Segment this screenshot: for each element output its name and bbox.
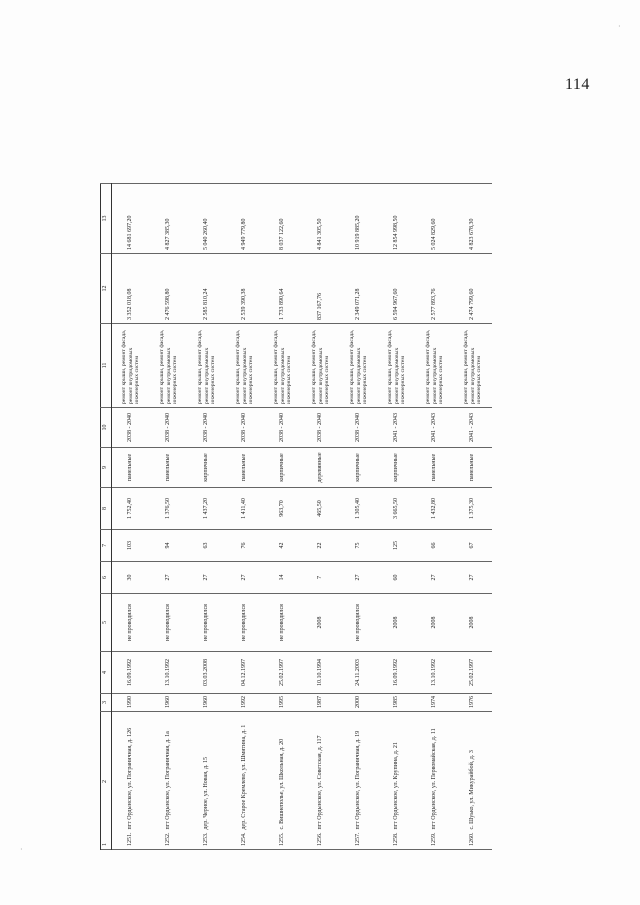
works-cell: ремонт крыши, ремонт фасада, ремонт внутридомовых инженерных систем [454,324,492,408]
column-header: 10 [101,408,112,448]
period-cell: 2038 - 2040 [226,408,264,448]
cost-cell: 6 594 967,60 [378,254,416,324]
works-cell: ремонт крыши, ремонт фасада, ремонт внутридомовых инженерных систем [378,324,416,408]
table-header-row [101,90,112,850]
c7-cell: 42 [264,530,302,562]
year-cell: 1976 [454,694,492,712]
address-text: пгт Ордынское, ул. Пограничная, д. 19 [355,730,362,830]
cost-cell: 1 733 890,64 [264,254,302,324]
date-cell: 13.10.1992 [416,652,454,694]
type-cell: панельные [226,448,264,488]
cost-cell: 2 349 071,28 [340,254,378,324]
table-row [378,90,416,850]
column-header: 8 [101,488,112,530]
row-number: 1258. [393,832,400,846]
address-text: с. Вишнеполье, ул. Школьная, д. 20 [279,738,286,830]
total-cell: 14 681 697,20 [112,184,151,254]
scan-speck: · [20,845,23,854]
works-cell: ремонт крыши, ремонт фасада, ремонт внутридомовых инженерных систем [150,324,188,408]
period-cell: 2038 - 2040 [188,408,226,448]
cost-cell: 2 577 893,76 [416,254,454,324]
period-cell: 2038 - 2040 [264,408,302,448]
cost-cell: 2 476 598,80 [150,254,188,324]
column-header: 6 [101,562,112,594]
period-cell: 2038 - 2040 [150,408,188,448]
area-cell: 1 376,50 [150,488,188,530]
repair-cell: не проводился [150,594,188,652]
repair-cell: 2008 [454,594,492,652]
repair-cell: 2008 [416,594,454,652]
row-number: 1257. [355,832,362,846]
table-row [188,90,226,850]
area-cell: 465,50 [302,488,340,530]
row-number: 1252. [165,832,172,846]
total-cell: 4 823 678,30 [454,184,492,254]
date-cell: 25.02.1997 [264,652,302,694]
area-cell: 1 411,40 [226,488,264,530]
repair-cell: 2008 [302,594,340,652]
date-cell: 16.09.1992 [112,652,151,694]
repair-cell: не проводился [112,594,151,652]
total-cell: 12 854 998,50 [378,184,416,254]
column-header: 13 [101,184,112,254]
c6-cell: 14 [264,562,302,594]
page-number: 114 [565,76,590,93]
column-header: 3 [101,694,112,712]
year-cell: 1960 [150,694,188,712]
c6-cell: 7 [302,562,340,594]
date-cell: 13.10.1992 [150,652,188,694]
type-cell: кирпичные [340,448,378,488]
table-row [226,90,264,850]
table-row [302,90,340,850]
date-cell: 16.09.1992 [378,652,416,694]
table-row [264,90,302,850]
repair-cell: не проводился [226,594,264,652]
c6-cell: 27 [340,562,378,594]
row-number: 1254. [241,832,248,846]
c7-cell: 75 [340,530,378,562]
table-row [150,90,188,850]
c7-cell: 76 [226,530,264,562]
type-cell: кирпичные [378,448,416,488]
total-cell: 8 037 122,60 [264,184,302,254]
area-cell: 1 432,80 [416,488,454,530]
column-header: 5 [101,594,112,652]
area-cell: 1 305,40 [340,488,378,530]
row-number: 1260. [469,832,476,846]
total-cell: 4 949 779,80 [226,184,264,254]
address-text: дер. Черное, ул. Новая, д. 15 [203,756,210,830]
column-header: 7 [101,530,112,562]
area-cell: 3 665,50 [378,488,416,530]
c6-cell: 30 [112,562,151,594]
row-number: 1251. [127,832,134,846]
c6-cell: 27 [454,562,492,594]
address-cell [416,712,454,850]
table-row [454,90,492,850]
table-row [340,90,378,850]
type-cell: деревянные [302,448,340,488]
type-cell: кирпичные [188,448,226,488]
period-cell: 2041 - 2043 [378,408,416,448]
year-cell: 1992 [226,694,264,712]
type-cell: панельные [454,448,492,488]
area-cell: 1 375,30 [454,488,492,530]
repair-cell: не проводился [264,594,302,652]
year-cell: 1990 [112,694,151,712]
total-cell: 5 024 829,60 [416,184,454,254]
address-cell [340,712,378,850]
works-cell: ремонт крыши, ремонт фасада, ремонт внутридомовых инженерных систем [264,324,302,408]
total-cell: 4 827 385,30 [150,184,188,254]
repair-cell: не проводился [188,594,226,652]
area-cell: 1 752,40 [112,488,151,530]
address-text: пгт Ордынское, ул. Пограничная, д. 1а [165,731,172,830]
address-cell [112,712,151,850]
table-row [112,90,151,850]
date-cell: 03.03.2008 [188,652,226,694]
column-header: 9 [101,448,112,488]
column-header [101,712,112,850]
date-cell: 25.02.1997 [454,652,492,694]
c7-cell: 94 [150,530,188,562]
year-cell: 1985 [378,694,416,712]
date-cell: 24.11.2003 [340,652,378,694]
period-cell: 2041 - 2043 [454,408,492,448]
c7-cell: 63 [188,530,226,562]
column-header: 12 [101,254,112,324]
address-cell [378,712,416,850]
address-text: дер. Старое Кремлево, ул. Шмитина, д. 1 [241,724,248,830]
column-header-number: 1 [102,843,109,846]
total-cell: 10 919 885,20 [340,184,378,254]
works-cell: ремонт крыши, ремонт фасада, ремонт внутридомовых инженерных систем [226,324,264,408]
repair-cell: не проводился [340,594,378,652]
row-number: 1253. [203,832,210,846]
type-cell: панельные [416,448,454,488]
year-cell: 2000 [340,694,378,712]
works-cell: ремонт крыши, ремонт фасада, ремонт внутридомовых инженерных систем [302,324,340,408]
works-cell: ремонт крыши, ремонт фасада, ремонт внутридомовых инженерных систем [188,324,226,408]
total-cell: 5 040 260,40 [188,184,226,254]
table-body [112,90,493,850]
column-header-number: 2 [102,780,109,783]
type-cell: панельные [150,448,188,488]
c7-cell: 67 [454,530,492,562]
date-cell: 10.10.1994 [302,652,340,694]
period-cell: 2041 - 2043 [416,408,454,448]
row-number: 1259. [431,832,438,846]
type-cell: кирпичные [264,448,302,488]
total-cell: 4 841 305,50 [302,184,340,254]
row-number: 1255. [279,832,286,846]
address-cell [188,712,226,850]
rotated-table-wrapper [100,90,560,850]
column-header: 11 [101,324,112,408]
cost-cell: 837 167,76 [302,254,340,324]
c7-cell: 66 [416,530,454,562]
c6-cell: 27 [150,562,188,594]
period-cell: 2038 - 2040 [112,408,151,448]
c6-cell: 27 [416,562,454,594]
scan-speck: · [618,22,621,31]
c7-cell: 22 [302,530,340,562]
c7-cell: 103 [112,530,151,562]
cost-cell: 2 539 390,38 [226,254,264,324]
address-text: пгт Ордынское, ул. Первомайская, д. 11 [431,728,438,830]
c6-cell: 27 [188,562,226,594]
cost-cell: 3 352 018,08 [112,254,151,324]
c6-cell: 60 [378,562,416,594]
year-cell: 1987 [302,694,340,712]
address-cell [454,712,492,850]
address-text: пгт Ордынское, ул. Крупина, д. 21 [393,742,400,830]
area-cell: 963,70 [264,488,302,530]
year-cell: 1960 [188,694,226,712]
period-cell: 2038 - 2040 [302,408,340,448]
period-cell: 2038 - 2040 [340,408,378,448]
works-cell: ремонт крыши, ремонт фасада, ремонт внутридомовых инженерных систем [112,324,151,408]
address-cell [302,712,340,850]
address-cell [226,712,264,850]
table-row [416,90,454,850]
year-cell: 1974 [416,694,454,712]
address-text: пгт Ордынское, ул. Советская, д. 117 [317,735,324,830]
address-text: пгт Ордынское, ул. Пограничная, д. 126 [127,727,134,830]
type-cell: панельные [112,448,151,488]
row-number: 1256. [317,832,324,846]
c6-cell: 27 [226,562,264,594]
area-cell: 1 437,20 [188,488,226,530]
address-text: с. Шуько, ул. Микурайбой, д. 3 [469,750,476,830]
address-cell [150,712,188,850]
cost-cell: 2 585 810,24 [188,254,226,324]
year-cell: 1995 [264,694,302,712]
c7-cell: 125 [378,530,416,562]
repair-program-table [100,89,492,850]
address-cell [264,712,302,850]
repair-cell: 2008 [378,594,416,652]
date-cell: 04.12.1997 [226,652,264,694]
works-cell: ремонт крыши, ремонт фасада, ремонт внутридомовых инженерных систем [416,324,454,408]
column-header: 4 [101,652,112,694]
works-cell: ремонт крыши, ремонт фасада, ремонт внутридомовых инженерных систем [340,324,378,408]
cost-cell: 2 474 799,60 [454,254,492,324]
